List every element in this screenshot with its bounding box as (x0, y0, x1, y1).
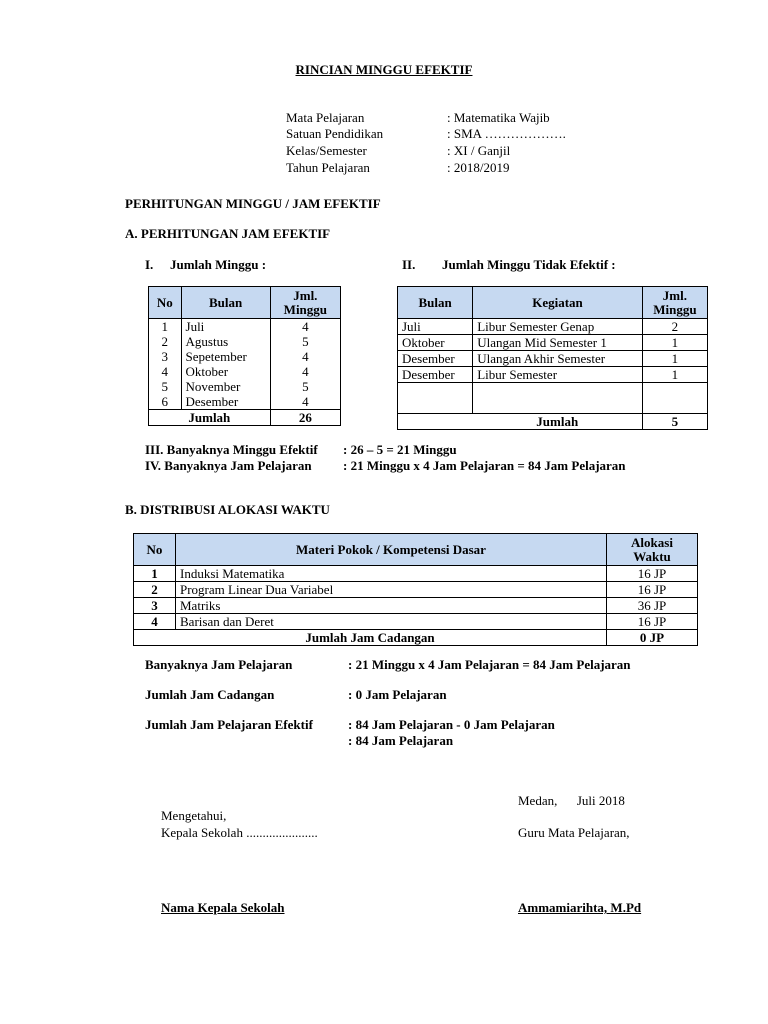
section-main-heading: PERHITUNGAN MINGGU / JAM EFEKTIF (125, 196, 381, 211)
nonweeks-total-value: 5 (642, 414, 707, 430)
nonweeks-total-spacer (398, 414, 473, 430)
table-row (149, 379, 341, 394)
place-date: Medan, Juli 2018 (518, 793, 625, 808)
row-no: 3 (149, 349, 182, 364)
row-material: Matriks (176, 598, 607, 614)
table-row (398, 335, 708, 351)
info-label-class: Kelas/Semester (286, 143, 367, 158)
row-activity: Libur Semester Genap (473, 319, 643, 335)
row-month: Oktober (398, 335, 473, 351)
weeks-header-count: Jml. Minggu (270, 287, 340, 319)
summary-reserve-label: Jumlah Jam Cadangan (145, 687, 275, 702)
summary-effective-result: : 84 Jam Pelajaran (348, 733, 454, 748)
weeks-header-month: Bulan (181, 287, 270, 319)
part2-number: II. (402, 257, 416, 272)
summary-effective-value: : 84 Jam Pelajaran - 0 Jam Pelajaran (348, 717, 555, 732)
alloc-total-label: Jumlah Jam Cadangan (134, 630, 607, 646)
table-row (134, 614, 698, 630)
row-month: Desember (398, 351, 473, 367)
row-count: 4 (270, 394, 340, 410)
row-no: 1 (149, 319, 182, 335)
alloc-header-material: Materi Pokok / Kompetensi Dasar (176, 534, 607, 566)
summary-effective-label: Jumlah Jam Pelajaran Efektif (145, 717, 313, 732)
row-activity: Libur Semester (473, 367, 643, 383)
document-title: RINCIAN MINGGU EFEKTIF (295, 62, 473, 77)
lesson-hours-label: IV. Banyaknya Jam Pelajaran (145, 458, 312, 473)
nonweeks-total-label: Jumlah (473, 414, 643, 430)
table-row (149, 394, 341, 410)
effective-weeks-value: : 26 – 5 = 21 Minggu (343, 442, 457, 457)
row-activity: Ulangan Akhir Semester (473, 351, 643, 367)
row-month: Juli (398, 319, 473, 335)
row-count: 5 (270, 379, 340, 394)
info-value-year: : 2018/2019 (447, 160, 510, 175)
table-row (149, 319, 341, 335)
row-month: November (181, 379, 270, 394)
teacher-title: Guru Mata Pelajaran, (518, 825, 630, 840)
row-month: Desember (181, 394, 270, 410)
row-count: 4 (270, 319, 340, 335)
nonweeks-header-count: Jml. Minggu (642, 287, 707, 319)
summary-hours-value: : 21 Minggu x 4 Jam Pelajaran = 84 Jam Pelajaran (348, 657, 631, 672)
teacher-name: Ammamiarihta, M.Pd (518, 900, 642, 915)
part1-number: I. (145, 257, 154, 272)
weeks-total-label: Jumlah (149, 410, 271, 426)
weeks-table (148, 286, 341, 426)
row-count (642, 383, 707, 414)
principal-title: Kepala Sekolah ...................... (161, 825, 318, 840)
row-activity: Ulangan Mid Semester 1 (473, 335, 643, 351)
row-time: 16 JP (607, 614, 698, 630)
row-month: Juli (181, 319, 270, 335)
row-material: Barisan dan Deret (176, 614, 607, 630)
row-count: 1 (642, 335, 707, 351)
part2-label: Jumlah Minggu Tidak Efektif : (442, 257, 616, 272)
nonweeks-header-activity: Kegiatan (473, 287, 643, 319)
row-time: 36 JP (607, 598, 698, 614)
info-value-subject: : Matematika Wajib (447, 110, 550, 125)
weeks-header-no: No (149, 287, 182, 319)
table-row (134, 566, 698, 582)
info-label-subject: Mata Pelajaran (286, 110, 365, 125)
alloc-total-row (134, 630, 698, 646)
row-no: 1 (134, 566, 176, 582)
info-label-year: Tahun Pelajaran (286, 160, 370, 175)
row-month: Desember (398, 367, 473, 383)
row-no: 4 (134, 614, 176, 630)
row-no: 2 (134, 582, 176, 598)
row-activity (473, 383, 643, 414)
row-month: Sepetember (181, 349, 270, 364)
row-count: 2 (642, 319, 707, 335)
alloc-header-time: Alokasi Waktu (607, 534, 698, 566)
info-value-class: : XI / Ganjil (447, 143, 511, 158)
info-value-school: : SMA ………………. (447, 126, 566, 141)
row-month: Agustus (181, 334, 270, 349)
lesson-hours-value: : 21 Minggu x 4 Jam Pelajaran = 84 Jam Pelajaran (343, 458, 626, 473)
part1-label: Jumlah Minggu : (170, 257, 267, 272)
table-row (398, 383, 708, 414)
table-row (398, 319, 708, 335)
acknowledged-label: Mengetahui, (161, 808, 227, 823)
row-time: 16 JP (607, 566, 698, 582)
nonweeks-total-row (398, 414, 708, 430)
row-no: 6 (149, 394, 182, 410)
row-no: 5 (149, 379, 182, 394)
alloc-header-no: No (134, 534, 176, 566)
table-row (398, 351, 708, 367)
row-material: Induksi Matematika (176, 566, 607, 582)
row-count: 1 (642, 367, 707, 383)
table-row (134, 598, 698, 614)
principal-name: Nama Kepala Sekolah (161, 900, 285, 915)
non-effective-weeks-table (397, 286, 708, 430)
weeks-total-value: 26 (270, 410, 340, 426)
row-material: Program Linear Dua Variabel (176, 582, 607, 598)
row-month: Oktober (181, 364, 270, 379)
section-b-heading: B. DISTRIBUSI ALOKASI WAKTU (125, 502, 330, 517)
row-count: 4 (270, 349, 340, 364)
summary-hours-label: Banyaknya Jam Pelajaran (145, 657, 293, 672)
row-no: 4 (149, 364, 182, 379)
row-count: 1 (642, 351, 707, 367)
row-no: 3 (134, 598, 176, 614)
row-time: 16 JP (607, 582, 698, 598)
table-row (134, 582, 698, 598)
row-no: 2 (149, 334, 182, 349)
summary-reserve-value: : 0 Jam Pelajaran (348, 687, 447, 702)
allocation-table (133, 533, 698, 646)
table-row (149, 364, 341, 379)
table-row (149, 334, 341, 349)
weeks-total-row (149, 410, 341, 426)
row-count: 5 (270, 334, 340, 349)
table-row (149, 349, 341, 364)
row-count: 4 (270, 364, 340, 379)
effective-weeks-label: III. Banyaknya Minggu Efektif (145, 442, 318, 457)
section-a-heading: A. PERHITUNGAN JAM EFEKTIF (125, 226, 331, 241)
alloc-total-value: 0 JP (607, 630, 698, 646)
info-label-school: Satuan Pendidikan (286, 126, 384, 141)
nonweeks-header-month: Bulan (398, 287, 473, 319)
table-row (398, 367, 708, 383)
row-month (398, 383, 473, 414)
